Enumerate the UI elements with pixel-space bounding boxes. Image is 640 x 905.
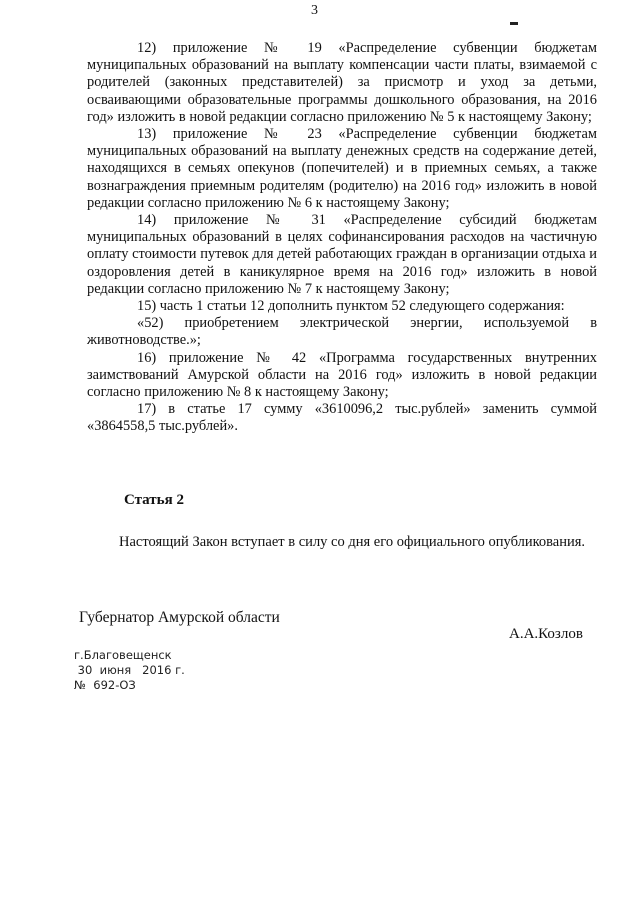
amendment-item-12: 12) приложение № 19 «Распределение субвенции бюджетам муниципальных образований на выплату компенсации части платы, взимаемой с родителей (законных представителей) за присмотр и уход за детьми, осваивающими образовательные программы дошкольного образования, на 2016 год» изложить в новой редакции согласно приложению № 5 к настоящему Закону;	[87, 40, 597, 125]
amendment-item-15-content: «52) приобретением электрической энергии, используемой в животноводстве.»;	[87, 315, 597, 349]
stamp-number: № 692-ОЗ	[74, 678, 136, 692]
enactment-text: Настоящий Закон вступает в силу со дня его официального опубликования.	[119, 534, 586, 550]
governor-title: Губернатор Амурской области	[79, 609, 280, 626]
amendment-item-15: 15) часть 1 статьи 12 дополнить пунктом 52 следующего содержания:	[137, 298, 565, 315]
amendment-item-17: 17) в статье 17 сумму «3610096,2 тыс.рублей» заменить суммой «3864558,5 тыс.рублей».	[87, 401, 597, 435]
amendment-item-13: 13) приложение № 23 «Распределение субвенции бюджетам муниципальных образований на выплату денежных средств на содержание детей, находящихся в семьях опекунов (попечителей) и в приемных семьях, а также вознаграждения приемным родителям (родителю) на 2016 год» изложить в новой редакции согласно приложению № 6 к настоящему Закону;	[87, 126, 597, 211]
amendment-item-16: 16) приложение № 42 «Программа государственных внутренних заимствований Амурской области на 2016 год» изложить в новой редакции согласно приложению № 8 к настоящему Закону;	[87, 349, 597, 401]
page-number: 3	[311, 3, 318, 18]
stamp-date: 30 июня 2016 г.	[74, 663, 185, 677]
article-2-title: Статья 2	[124, 492, 184, 508]
stamp-city: г.Благовещенск	[74, 648, 172, 662]
signature-stamp	[74, 648, 185, 693]
amendment-item-14: 14) приложение № 31 «Распределение субсидий бюджетам муниципальных образований в целях софинансирования расходов на частичную оплату стоимости путевок для детей работающих граждан в организации отдыха и оздоровления детей в каникулярное время на 2016 год» изложить в новой редакции согласно приложению № 7 к настоящему Закону;	[87, 212, 597, 297]
enactment-paragraph	[87, 533, 592, 551]
scan-mark	[510, 22, 518, 25]
governor-name: А.А.Козлов	[509, 626, 583, 642]
amendments-list	[87, 40, 597, 436]
